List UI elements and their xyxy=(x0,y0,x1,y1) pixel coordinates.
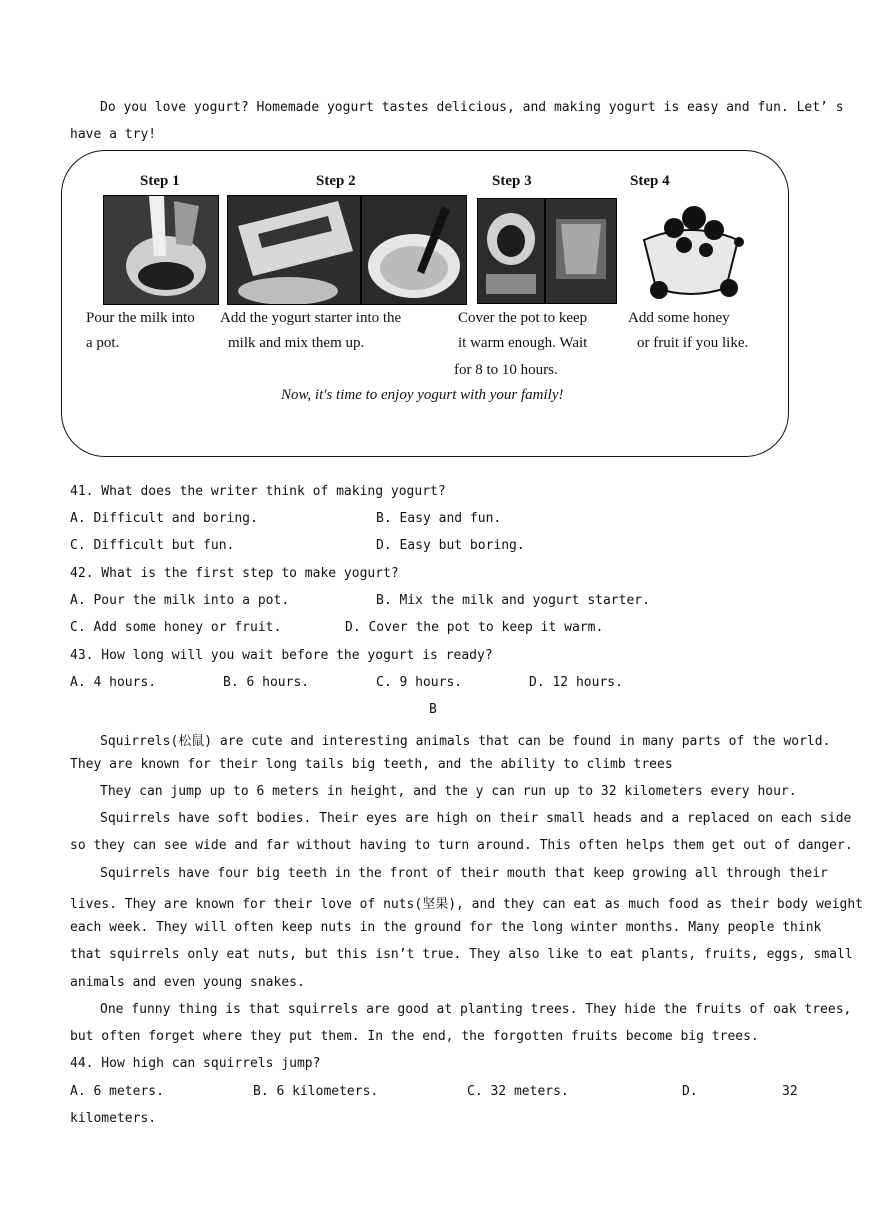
q43-option-b[interactable]: B. 6 hours. xyxy=(223,675,310,690)
q42-option-c[interactable]: C. Add some honey or fruit. xyxy=(70,620,282,635)
step-1-caption-2: a pot. xyxy=(86,335,120,351)
step-2-caption-1: Add the yogurt starter into the xyxy=(220,310,402,326)
step-1-title: Step 1 xyxy=(140,173,180,189)
step-3-image-cover xyxy=(477,198,545,304)
q41-option-c[interactable]: C. Difficult but fun. xyxy=(70,538,235,553)
question-41: 41. What does the writer think of making yogurt? xyxy=(70,484,446,499)
q43-option-a[interactable]: A. 4 hours. xyxy=(70,675,157,690)
step-2-image-mix xyxy=(361,195,467,305)
passage-b-line-12: but often forget where they put them. In the end, the forgotten fruits become big trees. xyxy=(70,1029,759,1044)
step-4-image xyxy=(634,200,748,302)
q41-option-a[interactable]: A. Difficult and boring. xyxy=(70,511,258,526)
passage-b-line-2: They are known for their long tails big teeth, and the ability to climb trees xyxy=(70,757,673,772)
passage-b-line-3: They can jump up to 6 meters in height, and the y can run up to 32 kilometers every hour. xyxy=(100,784,797,799)
passage-b-line-9: that squirrels only eat nuts, but this isn’t true. They also like to eat plants, fruits, eggs, small xyxy=(70,947,853,962)
step-3-image-wait xyxy=(545,198,617,304)
passage-b-line-11: One funny thing is that squirrels are good at planting trees. They hide the fruits of oak trees, xyxy=(100,1002,852,1017)
step-2-title: Step 2 xyxy=(316,173,356,189)
question-43: 43. How long will you wait before the yogurt is ready? xyxy=(70,648,493,663)
intro-line-1: Do you love yogurt? Homemade yogurt tastes delicious, and making yogurt is easy and fun. Let’ s xyxy=(100,100,844,115)
intro-line-2: have a try! xyxy=(70,127,157,142)
q43-option-c[interactable]: C. 9 hours. xyxy=(376,675,463,690)
q41-option-b[interactable]: B. Easy and fun. xyxy=(376,511,502,526)
step-1-caption-1: Pour the milk into xyxy=(86,310,195,326)
section-b-label: B xyxy=(429,702,437,717)
passage-b-line-5: so they can see wide and far without having to turn around. This often helps them get out of danger. xyxy=(70,838,853,853)
passage-b-line-6: Squirrels have four big teeth in the front of their mouth that keep growing all through their xyxy=(100,866,828,881)
q42-option-b[interactable]: B. Mix the milk and yogurt starter. xyxy=(376,593,650,608)
q43-option-d[interactable]: D. 12 hours. xyxy=(529,675,623,690)
passage-b-line-1: Squirrels(松鼠) are cute and interesting animals that can be found in many parts of the world. xyxy=(100,734,831,749)
q44-option-d-wrap: kilometers. xyxy=(70,1111,157,1126)
q42-option-a[interactable]: A. Pour the milk into a pot. xyxy=(70,593,290,608)
passage-b-line-8: each week. They will often keep nuts in the ground for the long winter months. Many people think xyxy=(70,920,822,935)
question-42: 42. What is the first step to make yogurt? xyxy=(70,566,399,581)
q42-option-d[interactable]: D. Cover the pot to keep it warm. xyxy=(345,620,604,635)
closing-text: Now, it's time to enjoy yogurt with your family! xyxy=(281,387,564,403)
q41-option-d[interactable]: D. Easy but boring. xyxy=(376,538,525,553)
step-2-image-starter xyxy=(227,195,361,305)
q44-option-c[interactable]: C. 32 meters. xyxy=(467,1084,569,1099)
question-44: 44. How high can squirrels jump? xyxy=(70,1056,321,1071)
step-3-caption-3: for 8 to 10 hours. xyxy=(454,362,558,378)
q44-option-d[interactable]: D. xyxy=(682,1084,698,1099)
step-3-title: Step 3 xyxy=(492,173,532,189)
passage-b-line-7: lives. They are known for their love of nuts(坚果), and they can eat as much food as their body weight xyxy=(70,897,864,912)
passage-b-line-10: animals and even young snakes. xyxy=(70,975,305,990)
q44-option-a[interactable]: A. 6 meters. xyxy=(70,1084,164,1099)
step-4-caption-2: or fruit if you like. xyxy=(637,335,749,351)
step-4-title: Step 4 xyxy=(630,173,670,189)
step-2-caption-2: milk and mix them up. xyxy=(228,335,365,351)
step-4-caption-1: Add some honey xyxy=(628,310,730,326)
q44-option-b[interactable]: B. 6 kilometers. xyxy=(253,1084,379,1099)
passage-b-line-4: Squirrels have soft bodies. Their eyes are high on their small heads and a replaced on each side xyxy=(100,811,852,826)
step-3-caption-2: it warm enough. Wait xyxy=(458,335,588,351)
q44-option-d-value: 32 xyxy=(782,1084,798,1099)
step-1-image xyxy=(103,195,219,305)
step-3-caption-1: Cover the pot to keep xyxy=(458,310,588,326)
